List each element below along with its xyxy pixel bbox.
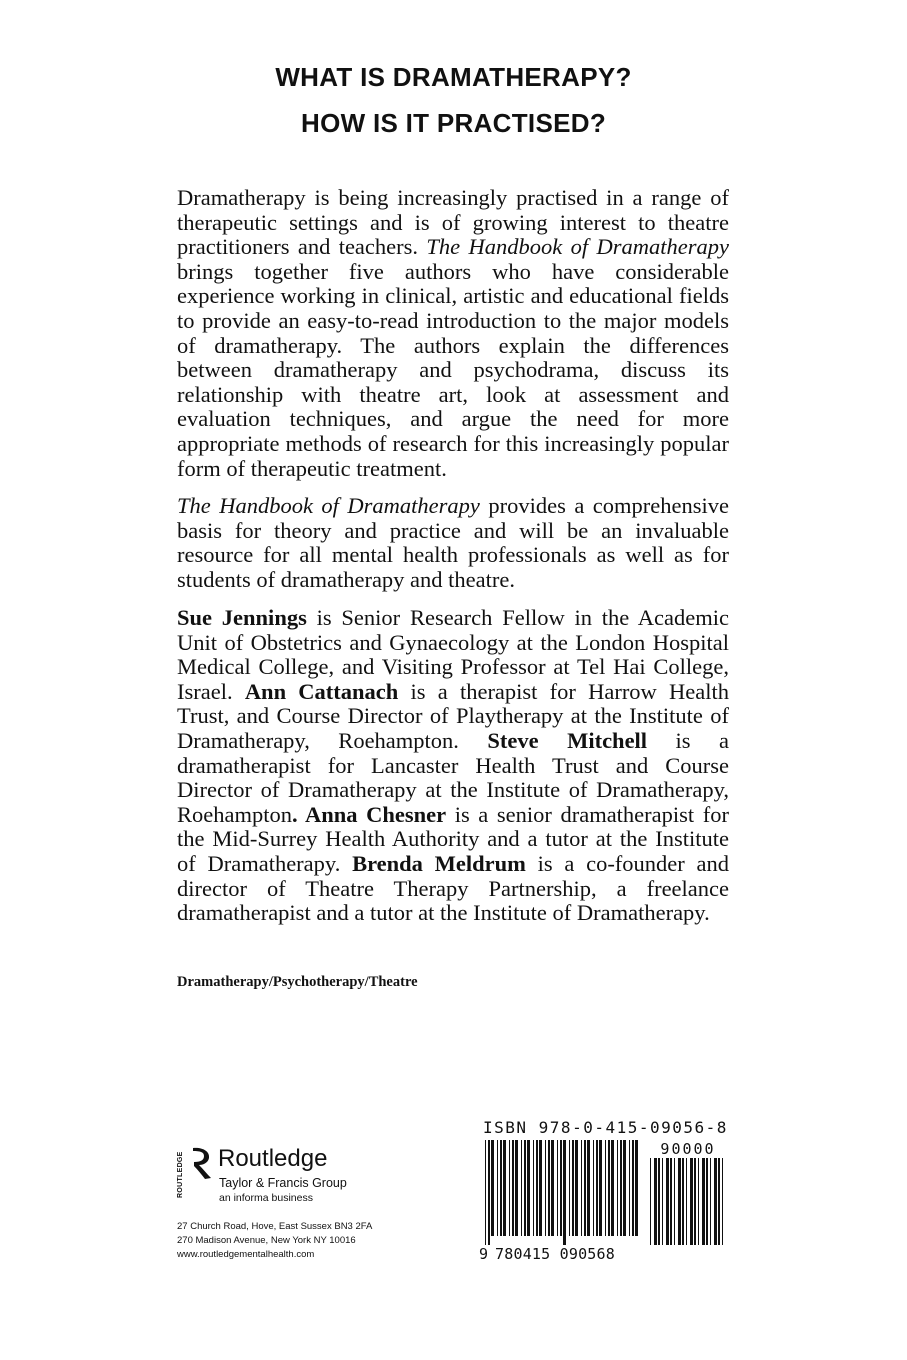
addon-digits: 90000 (660, 1140, 716, 1158)
barcode-bar (674, 1158, 675, 1245)
barcode-bar (587, 1140, 590, 1236)
address-line: 270 Madison Avenue, New York NY 10016 (177, 1235, 356, 1246)
barcode-bar (682, 1158, 684, 1245)
barcode-bar (545, 1140, 546, 1236)
ean-barcode (483, 1140, 643, 1245)
barcode-bar (521, 1140, 522, 1236)
author-name: . Anna Chesner (291, 801, 447, 827)
barcode-bar (572, 1140, 574, 1236)
barcode-bar (599, 1140, 602, 1236)
author-name: Sue Jennings (177, 605, 307, 630)
author-bio: is a dramatherapist for Lancaster Health Trust and Course Director of Dramatherapy at the Institute of Dramatherapy, Roehampton (177, 727, 729, 827)
barcode-bar (563, 1140, 566, 1245)
isbn-label: ISBN 978-0-415-09056-8 (483, 1118, 728, 1137)
barcode-bar (584, 1140, 586, 1236)
barcode-bar (500, 1140, 502, 1236)
barcode-bar (690, 1158, 693, 1245)
barcode-bar (536, 1140, 538, 1236)
publisher-address (177, 1220, 372, 1262)
ean-first-digit: 9 (479, 1245, 489, 1263)
barcode-bar (706, 1158, 708, 1245)
barcode-bar (714, 1158, 717, 1245)
barcode-bar (650, 1158, 651, 1245)
publisher-group: Taylor & Francis Group (219, 1176, 347, 1190)
barcode-bar (718, 1158, 720, 1245)
barcode-bar (497, 1140, 498, 1236)
barcode-bar (710, 1158, 711, 1245)
subject-category: Dramatherapy/Psychotherapy/Theatre (177, 974, 418, 990)
publisher-name: Routledge (218, 1145, 328, 1172)
barcode-bar (698, 1158, 699, 1245)
barcode-bar (575, 1140, 578, 1236)
barcode-bar (611, 1140, 614, 1236)
barcode-bar (491, 1140, 494, 1236)
intro-text-a: Dramatherapy is being increasingly practised in a range of therapeutic settings and is of growing interest to theatre practitioners and teachers. (177, 185, 729, 260)
barcode-bar (557, 1140, 558, 1236)
barcode-bar (596, 1140, 598, 1236)
routledge-r-icon (190, 1146, 212, 1180)
barcode-bar (539, 1140, 542, 1236)
barcode-bar (593, 1140, 594, 1236)
barcode-bar (623, 1140, 626, 1236)
barcode-bar (509, 1140, 510, 1236)
barcode-bar (581, 1140, 582, 1236)
author-bio: is a therapist for Harrow Health Trust, and Course Director of Playtherapy at the Institute of Dramatherapy, Roehampton. (177, 678, 730, 753)
barcode-bar (551, 1140, 554, 1236)
barcode-bar (485, 1140, 486, 1245)
author-bio: is a senior dramatherapist for the Mid-Surrey Health Authority and a tutor at the Institute of Dramatherapy. (177, 801, 729, 876)
author-name: Steve Mitchell (487, 727, 648, 753)
barcode-bar (533, 1140, 534, 1236)
ean-remaining-digits: 780415 090568 (495, 1245, 615, 1263)
barcode-bar (620, 1140, 622, 1236)
authors-paragraph (177, 606, 729, 926)
book-title: The Handbook of Dramatherapy (426, 234, 729, 260)
barcode-bar (694, 1158, 696, 1245)
barcode-bar (608, 1140, 610, 1236)
barcode-bar (654, 1158, 657, 1245)
barcode-bar (503, 1140, 506, 1236)
barcode-bar (686, 1158, 687, 1245)
barcode-bar (605, 1140, 606, 1236)
intro-paragraph (177, 186, 729, 481)
barcode-bar (678, 1158, 681, 1245)
author-name: Brenda Meldrum (352, 850, 526, 876)
intro-text-b: brings together five authors who have considerable experience working in clinical, artistic and educational fields to provide an easy-to-read introduction to the major models of dramatherapy. The authors explain the differences between dramatherapy and psychodrama, discuss its relationship with theatre art, look at assessment and evaluation techniques, and argue the need for more appropriate methods of research for this increasingly popular form of therapeutic treatment. (177, 258, 729, 481)
barcode-bar (632, 1140, 634, 1236)
addon-barcode (648, 1158, 728, 1245)
barcode-bar (569, 1140, 570, 1236)
barcode-bar (635, 1140, 638, 1236)
barcode-bar (666, 1158, 669, 1245)
headline-line-1: WHAT IS DRAMATHERAPY? (275, 62, 632, 92)
author-bio: is Senior Research Fellow in the Academic Unit of Obstetrics and Gynaecology at the London Hospital Medical College, and Visiting Professor at Tel Hai College, Israel. (177, 605, 729, 704)
barcode-bar (629, 1140, 630, 1236)
author-bio: is a co-founder and director of Theatre Therapy Partnership, a freelance dramatherapist and a tutor at the Institute of Dramatherapy. (177, 850, 730, 926)
barcode-bar (560, 1140, 562, 1236)
website-link[interactable]: www.routledgementalhealth.com (177, 1249, 315, 1260)
address-line: 27 Church Road, Hove, East Sussex BN3 2FA (177, 1221, 373, 1232)
barcode-bar (512, 1140, 514, 1236)
publisher-vertical-label: ROUTLEDGE (177, 1151, 184, 1198)
barcode-bar (662, 1158, 663, 1245)
publisher-logo (177, 1142, 417, 1212)
barcode-bar (488, 1140, 490, 1245)
barcode-bar (617, 1140, 618, 1236)
barcode-bar (722, 1158, 723, 1245)
publisher-tagline: an informa business (219, 1192, 313, 1204)
barcode-bar (670, 1158, 672, 1245)
barcode-bar (702, 1158, 705, 1245)
summary-paragraph (177, 494, 729, 592)
headline-line-2: HOW IS IT PRACTISED? (301, 108, 606, 138)
author-name: Ann Cattanach (244, 678, 399, 704)
barcode-bar (524, 1140, 526, 1236)
summary-text: provides a comprehensive basis for theory and practice and will be an invaluable resource for all mental health professionals as well as for students of dramatherapy and theatre. (177, 493, 729, 592)
book-title: The Handbook of Dramatherapy (177, 493, 480, 518)
barcode-bar (515, 1140, 518, 1236)
barcode-bar (527, 1140, 530, 1236)
barcode-bar (658, 1158, 660, 1245)
barcode-bar (548, 1140, 550, 1236)
